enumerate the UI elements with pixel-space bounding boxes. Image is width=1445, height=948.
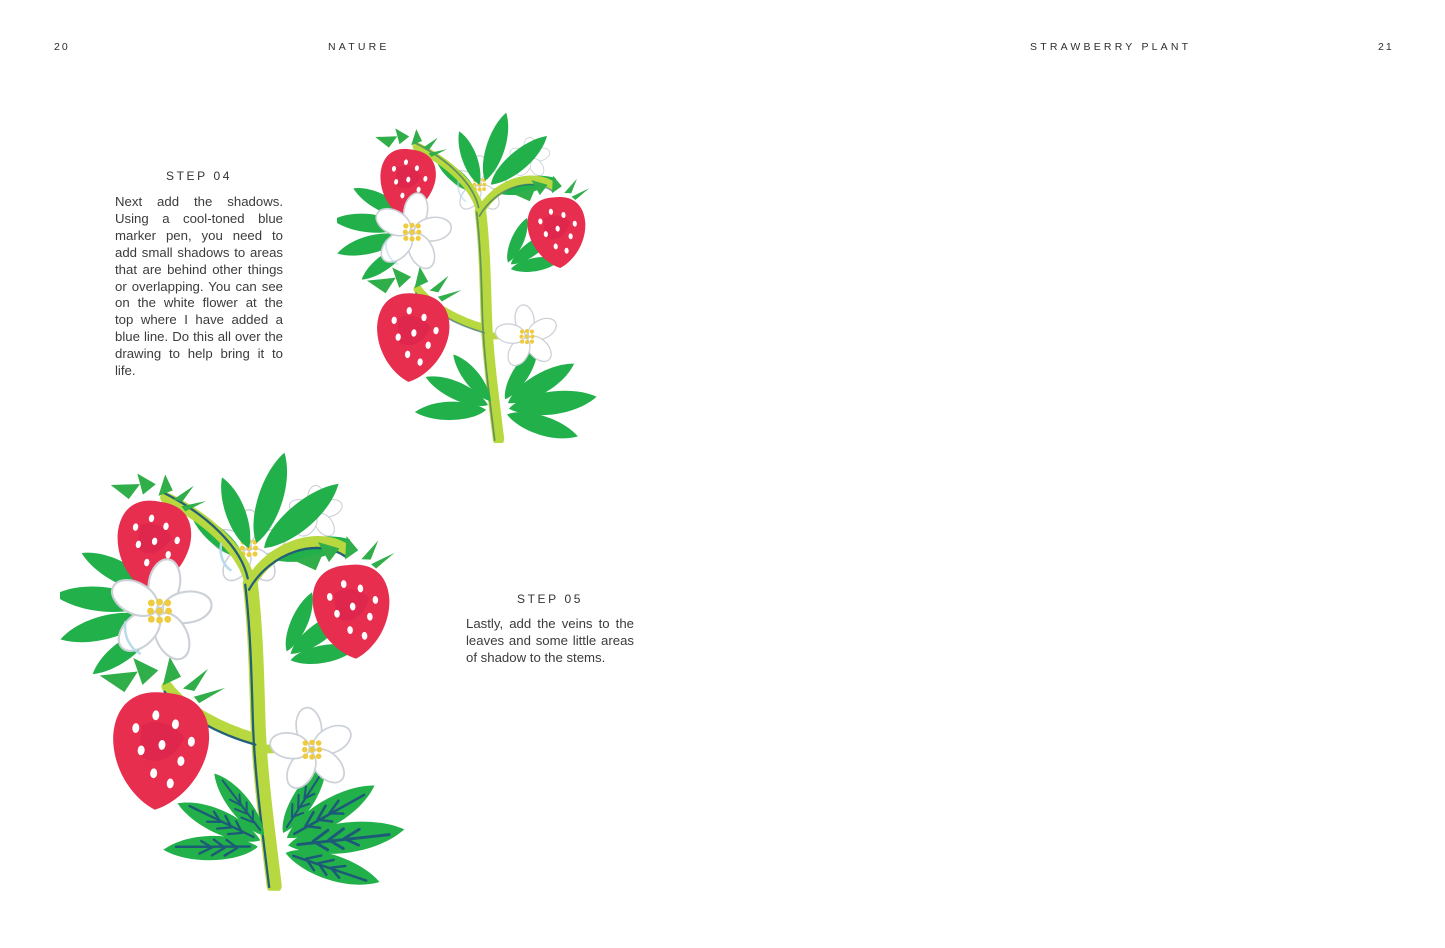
right-page-number: 21 <box>1378 41 1394 53</box>
step4-strawberry-plant-illustration <box>337 101 622 443</box>
step5-strawberry-plant-illustration <box>60 437 438 891</box>
step5-heading: STEP 05 <box>516 592 583 606</box>
step5-body-text: Lastly, add the veins to the leaves and some little areas of shadow to the stems. <box>466 616 634 665</box>
step4-heading: STEP 04 <box>165 169 232 183</box>
left-running-head: NATURE <box>328 41 390 53</box>
step4-body-text: Next add the shadows. Using a cool-toned blue marker pen, you need to add small shadows to areas that are behind other things or overlapping. You can see on the white flower at the top where I have added a blue line. Do this all over the drawing to help bring it to life. <box>115 194 283 379</box>
right-running-head: STRAWBERRY PLANT <box>1030 41 1192 53</box>
left-page-number: 20 <box>54 41 70 53</box>
